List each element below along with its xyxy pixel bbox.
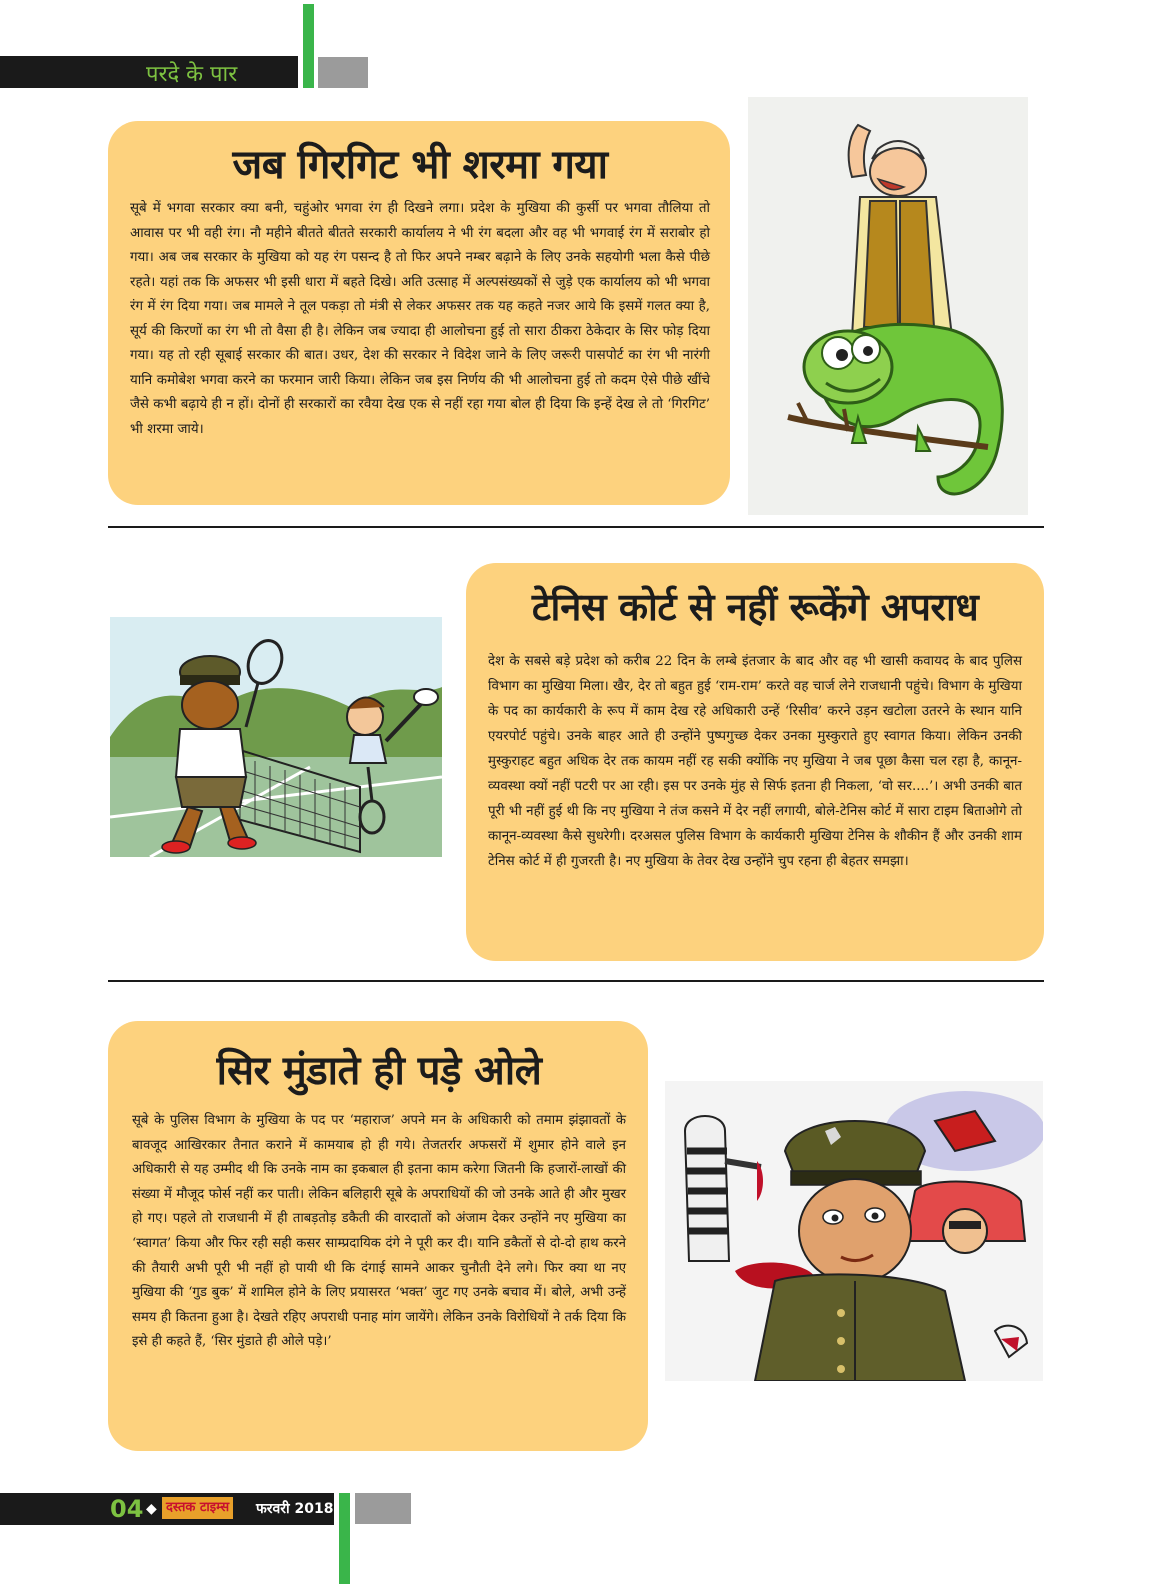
article-chameleon [108,121,730,505]
article-title: सिर मुंडाते ही पड़े ओले [216,1048,542,1094]
article-hailstorm [108,1021,648,1451]
article-body: सूबे के पुलिस विभाग के मुखिया के पद पर ‘महाराज’ अपने मन के अधिकारी को तमाम झंझावतों के बावजूद आखिरकार तैनात कराने में कामयाब हो ही गये। तेजतर्रार अफसरों में शुमार होने वाले इन अधिकारी से यह उम्मीद थी कि उनके नाम का इकबाल ही इतना काम करेगा जितनी कि हजारों-लाखों की संख्या में मौजूद फोर्स नहीं कर पाती। लेकिन बलिहारी सूबे के अपराधियों की जो उनके आते ही और मुखर हो गए। पहले तो राजधानी में ही ताबड़तोड़ डकैती की वारदातों को अंजाम देकर उन्होंने नए मुखिया का ‘स्वागत’ किया और फिर रही सही कसर साम्प्रदायिक दंगे ने पूरी कर दी। यानि डकैतों से दो-दो हाथ करने की तैयारी अभी पूरी भी नहीं हो पायी थी कि दंगाई सामने आकर चुनौती देने लगे। फिर क्या था नए मुखिया की ‘गुड बुक’ में शामिल होने के लिए प्रयासरत ‘भक्त’ जुट गए उनके बचाव में। बोले, अभी उन्हें समय ही कितना हुआ है। देखते रहिए अपराधी पनाह मांग जायेंगे। लेकिन उनके विरोधियों ने तर्क दिया कि इसे ही कहते हैं, ‘सिर मुंडाते ही ओले पड़े।’ [132,1113,626,1350]
tennis-cartoon-image [110,617,442,857]
police-chief-cartoon-svg [665,1081,1043,1381]
magazine-logo: दस्तक टाइम्स [162,1497,233,1519]
section-divider [108,980,1044,982]
footer-bullet: ◆ [146,1501,157,1517]
article-body: सूबे में भगवा सरकार क्या बनी, चहुंओर भगवा रंग ही दिखने लगा। प्रदेश के मुखिया की कुर्सी पर भगवा तौलिया तो आवास पर भी वही रंग। नौ महीने बीतते बीतते सरकारी कार्यालय ने भी रंग बदला और वह भी भगवाई रंग में सराबोर हो गया। अब जब सरकार के मुखिया को यह रंग पसन्द है तो फिर अपने नम्बर बढ़ाने के लिए उनके सहयोगी भला कैसे पीछे रहते। यहां तक कि अफसर भी इसी धारा में बहते दिखे। अति उत्साह में अल्पसंख्यकों से जुड़े एक कार्यालय को भी भगवा रंग में रंग दिया गया। जब मामले ने तूल पकड़ा तो मंत्री से लेकर अफसर तक यह कहते नजर आये कि इसमें गलत क्या है, सूर्य की किरणों का रंग भी तो वैसा ही है। लेकिन जब ज्यादा ही आलोचना हुई तो सारा ठीकरा ठेकेदार के सिर फोड़ दिया गया। यह तो रही सूबाई सरकार की बात। उधर, देश की सरकार ने विदेश जाने के लिए जरूरी पासपोर्ट का रंग भी नारंगी यानि कमोबेश भगवा करने का फरमान जारी किया। लेकिन जब इस निर्णय की भी आलोचना हुई तो कदम ऐसे पीछे खींचे जैसे कभी बढ़ाये ही न हों। दोनों ही सरकारों का रवैया देख एक से नहीं रहा गया बोल ही दिया कि इन्हें देख ले तो ‘गिरगिट’ भी शरमा जाये। [130,201,710,437]
section-title: परदे के पार [146,62,238,87]
chameleon-cartoon-image [748,97,1028,515]
header-grey-block [318,57,368,88]
article-title: टेनिस कोर्ट से नहीं रूकेंगे अपराध [531,585,979,629]
article-body: देश के सबसे बड़े प्रदेश को करीब 22 दिन के लम्बे इंतजार के बाद और वह भी खासी कवायद के बाद पुलिस विभाग का मुखिया मिला। खैर, देर तो बहुत हुई ‘राम-राम’ करते वह चार्ज लेने राजधानी पहुंचे। विभाग के मुखिया के पद का कार्यकारी के रूप में काम देख रहे अधिकारी उन्हें ‘रिसीव’ करने उड़न खटोला उतरने के स्थान यानि एयरपोर्ट पहुंचे। उनके बाहर आते ही उन्होंने पुष्पगुच्छ देकर उनका मुस्कुराते हुए स्वागत किया। लेकिन उनकी मुस्कुराहट बहुत अधिक देर तक कायम नहीं रह सकी क्योंकि नए मुखिया ने जब पूछा कैसा चल रहा है, कानून-व्यवस्था क्यों नहीं पटरी पर आ रही। इस पर उनके मुंह से सिर्फ इतना ही निकला, ‘वो सर....’। अभी उनकी बात पूरी भी नहीं हुई थी कि नए मुखिया ने तंज कसने में देर नहीं लगायी, बोले-टेनिस कोर्ट में सारा टाइम बिताओगे तो कानून-व्यवस्था कैसे सुधरेगी। दरअसल पुलिस विभाग के कार्यकारी मुखिया टेनिस के शौकीन हैं और उनकी शाम टेनिस कोर्ट में ही गुजरती है। नए मुखिया के तेवर देख उन्होंने चुप रहना ही बेहतर समझा। [488,654,1022,869]
chameleon-cartoon-svg [748,97,1028,515]
tennis-cartoon-svg [110,617,442,857]
issue-date: फरवरी 2018 [256,1501,334,1517]
article-tennis-court [466,563,1044,961]
footer-grey-block [355,1493,411,1524]
header-green-stripe [303,4,314,88]
section-divider [108,526,1044,528]
footer-green-stripe [339,1493,350,1584]
police-chief-cartoon-image [665,1081,1043,1381]
section-header-bar [0,56,298,88]
article-title: जब गिरगिट भी शरमा गया [232,142,608,188]
page-number: 04 [110,1495,144,1523]
